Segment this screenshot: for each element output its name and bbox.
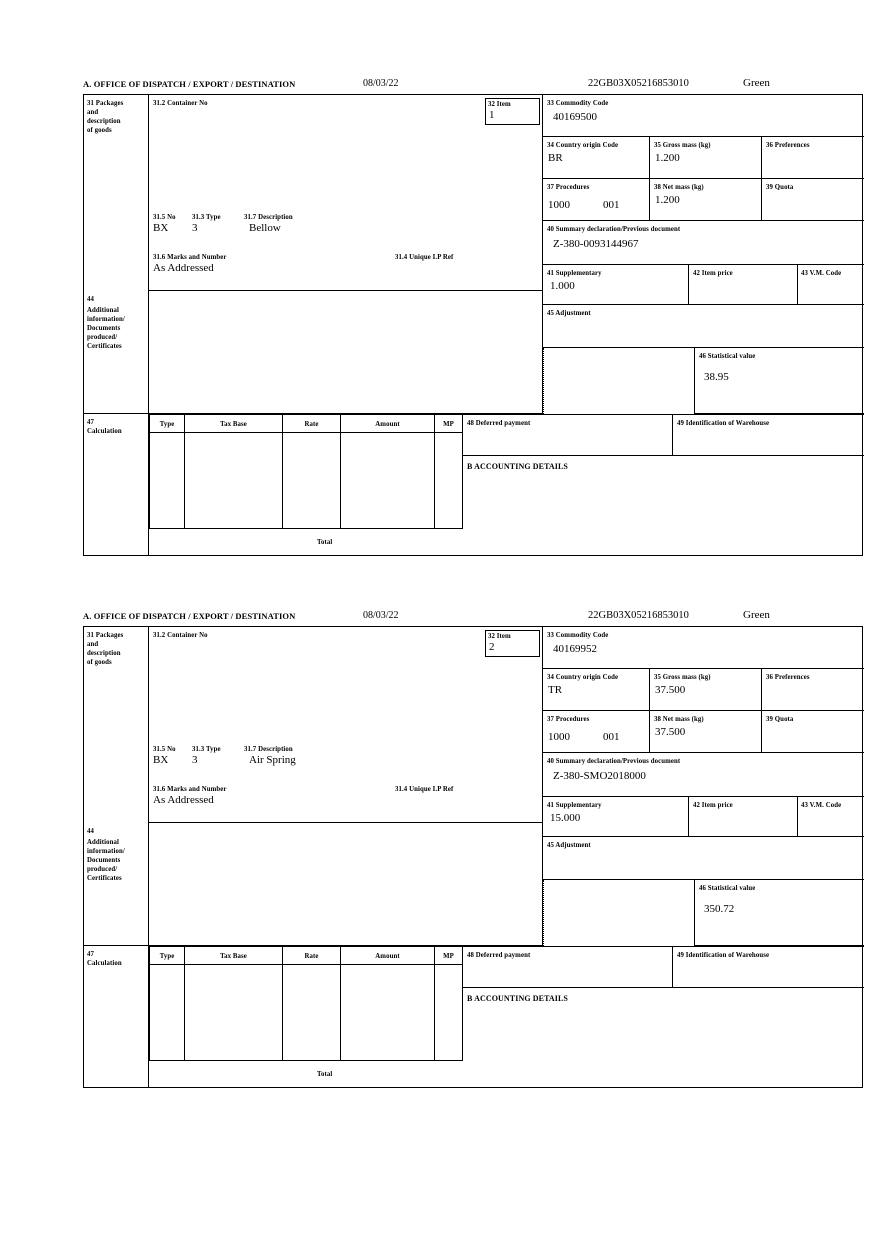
box-31-7-label: 31.7 Description: [244, 214, 293, 221]
box-38-net-mass: [650, 179, 762, 221]
box-44-label-line-2: Additional: [87, 839, 119, 846]
box-31-label-line-2: and: [87, 641, 99, 648]
box-34-label: 34 Country origin Code: [547, 142, 619, 149]
box-31-2-container-area: [149, 627, 543, 823]
box-35-gross-mass: [650, 137, 762, 179]
box-44-label-line-3: information/: [87, 316, 125, 323]
box-46-left-divider: [543, 880, 544, 946]
box-31-4-label: 31.4 Unique I.P Ref: [395, 254, 454, 261]
preferences-value: [762, 150, 864, 152]
box-34-country-origin: [543, 137, 650, 179]
box-37-procedures: [543, 179, 650, 221]
box-32-label: 32 Item: [488, 633, 511, 640]
box-43-vm-code: [798, 265, 864, 305]
box-31-4-label: 31.4 Unique I.P Ref: [395, 786, 454, 793]
box-31-label-line-3: description: [87, 650, 121, 657]
form-body: [83, 94, 863, 556]
box-43-vm-code: [798, 797, 864, 837]
box-49-label: 49 Identification of Warehouse: [677, 952, 770, 959]
package-type-value: 3: [192, 222, 198, 234]
box-44-additional-info: [84, 291, 149, 414]
box-47-label-line-2: Calculation: [87, 960, 122, 967]
box-44-label-line-1: 44: [87, 828, 94, 835]
calc-col-type: [149, 965, 185, 1061]
vm-code-value: [798, 278, 864, 280]
box-44-label-line-6: Certificates: [87, 875, 122, 882]
gross-mass-value: 1.200: [655, 152, 680, 164]
box-45-adjustment: [543, 305, 864, 348]
box-31-6-label: 31.6 Marks and Number: [153, 254, 227, 261]
box-44-content: [149, 823, 543, 946]
total-label: Total: [317, 539, 333, 546]
box-31-label-line-1: 31 Packages: [87, 100, 124, 107]
marks-and-number-value: As Addressed: [153, 262, 214, 274]
office-of-dispatch-label: A. OFFICE OF DISPATCH / EXPORT / DESTINATION: [83, 611, 296, 621]
box-31-7-label: 31.7 Description: [244, 746, 293, 753]
box-44-label-line-5: produced/: [87, 334, 118, 341]
net-mass-value: 1.200: [655, 194, 680, 206]
form-body: [83, 626, 863, 1088]
calc-header-tax-base: Tax Base: [185, 946, 283, 965]
box-39-label: 39 Quota: [766, 184, 794, 191]
accounting-details-section: [463, 456, 864, 555]
calc-col-tax-base: [185, 433, 283, 529]
package-type-value: 3: [192, 754, 198, 766]
movement-reference-number: 22GB03X05216853010: [588, 610, 689, 621]
procedure-code-value: 1000: [548, 199, 570, 211]
calc-col-mp: [435, 965, 463, 1061]
box-35-gross-mass: [650, 669, 762, 711]
preferences-value: [762, 682, 864, 684]
calc-col-rate: [283, 433, 341, 529]
box-37-procedures: [543, 711, 650, 753]
box-33-commodity-code: [543, 95, 864, 137]
box-42-label: 42 Item price: [693, 270, 733, 277]
office-of-dispatch-label: A. OFFICE OF DISPATCH / EXPORT / DESTINATION: [83, 79, 296, 89]
box-41-supplementary: [543, 797, 689, 837]
box-31-5-label: 31.5 No: [153, 214, 176, 221]
box-48-deferred-payment: [463, 414, 673, 456]
goods-description-value: Air Spring: [249, 754, 296, 766]
accounting-details-section: [463, 988, 864, 1087]
item-price-value: [689, 810, 797, 812]
box-48-deferred-payment: [463, 946, 673, 988]
quota-value: [762, 724, 864, 726]
warehouse-id-value: [673, 960, 864, 962]
declaration-date: 08/03/22: [363, 78, 399, 89]
box-47-label-line-2: Calculation: [87, 428, 122, 435]
additional-procedure-code-value: 001: [603, 199, 620, 211]
box-34-country-origin: [543, 669, 650, 711]
box-49-warehouse: [673, 414, 864, 456]
calc-col-rate: [283, 965, 341, 1061]
customs-declaration-form-1: [83, 78, 863, 556]
form-header: [83, 610, 863, 626]
accounting-details-value: [463, 1003, 864, 1007]
box-36-preferences: [762, 137, 864, 179]
box-31-label-line-2: and: [87, 109, 99, 116]
box-45-label: 45 Adjustment: [547, 310, 591, 317]
calc-header-mp: MP: [435, 414, 463, 433]
box-31-2-container-area: [149, 95, 543, 291]
box-36-preferences: [762, 669, 864, 711]
box-32-item: [485, 630, 540, 657]
box-31-3-label: 31.3 Type: [192, 746, 221, 753]
supplementary-units-value: 1.000: [550, 280, 575, 292]
commodity-code-value: 40169952: [553, 643, 597, 655]
box-31-label-line-4: of goods: [87, 127, 112, 134]
box-47-label-line-1: 47: [87, 951, 94, 958]
box-36-label: 36 Preferences: [766, 142, 810, 149]
calc-header-rate: Rate: [283, 946, 341, 965]
procedure-code-value: 1000: [548, 731, 570, 743]
calc-col-tax-base: [185, 965, 283, 1061]
box-31-label-line-3: description: [87, 118, 121, 125]
declaration-date: 08/03/22: [363, 610, 399, 621]
box-49-warehouse: [673, 946, 864, 988]
accounting-details-label: B ACCOUNTING DETAILS: [467, 462, 568, 471]
box-45-adjustment: [543, 837, 864, 880]
box-36-label: 36 Preferences: [766, 674, 810, 681]
marks-and-number-value: As Addressed: [153, 794, 214, 806]
box-46-left-divider: [543, 348, 544, 414]
box-40-label: 40 Summary declaration/Previous document: [547, 226, 681, 233]
box-46-label: 46 Statistical value: [699, 885, 756, 892]
box-44-label-line-3: information/: [87, 848, 125, 855]
box-37-label: 37 Procedures: [547, 184, 590, 191]
country-origin-value: TR: [548, 684, 563, 696]
box-45-label: 45 Adjustment: [547, 842, 591, 849]
calc-total-row: [149, 529, 463, 555]
box-44-label-line-4: Documents: [87, 857, 121, 864]
calc-header-type: Type: [149, 414, 185, 433]
calc-total-row: [149, 1061, 463, 1087]
box-31-6-label: 31.6 Marks and Number: [153, 786, 227, 793]
customs-declaration-form-2: [83, 610, 863, 1088]
accounting-details-value: [463, 471, 864, 475]
package-no-value: BX: [153, 222, 169, 234]
vm-code-value: [798, 810, 864, 812]
package-no-value: BX: [153, 754, 169, 766]
box-31-packages: [84, 95, 149, 291]
box-38-label: 38 Net mass (kg): [654, 716, 704, 723]
net-mass-value: 37.500: [655, 726, 686, 738]
box-31-3-label: 31.3 Type: [192, 214, 221, 221]
box-38-label: 38 Net mass (kg): [654, 184, 704, 191]
calc-header-rate: Rate: [283, 414, 341, 433]
form-header: [83, 78, 863, 94]
box-31-2-label: 31.2 Container No: [153, 100, 208, 107]
box-47-calculation: [84, 946, 149, 1087]
calc-col-amount: [341, 965, 435, 1061]
box-43-label: 43 V.M. Code: [801, 270, 842, 277]
calc-header-mp: MP: [435, 946, 463, 965]
box-31-2-label: 31.2 Container No: [153, 632, 208, 639]
box-39-label: 39 Quota: [766, 716, 794, 723]
previous-document-value: Z-380-SMO2018000: [553, 770, 646, 782]
box-44-label-line-1: 44: [87, 296, 94, 303]
item-number-value: 1: [489, 109, 495, 121]
box-31-packages: [84, 627, 149, 823]
box-40-previous-document: [543, 753, 864, 797]
warehouse-id-value: [673, 428, 864, 430]
box-48-label: 48 Deferred payment: [467, 952, 531, 959]
box-44-label-line-6: Certificates: [87, 343, 122, 350]
box-44-additional-info: [84, 823, 149, 946]
box-41-label: 41 Supplementary: [547, 802, 602, 809]
box-31-label-line-4: of goods: [87, 659, 112, 666]
calc-header-type: Type: [149, 946, 185, 965]
box-49-label: 49 Identification of Warehouse: [677, 420, 770, 427]
quota-value: [762, 192, 864, 194]
box-44-label-line-4: Documents: [87, 325, 121, 332]
item-price-value: [689, 278, 797, 280]
calculation-grid: [149, 946, 463, 1087]
box-42-label: 42 Item price: [693, 802, 733, 809]
box-39-quota: [762, 711, 864, 753]
box-35-label: 35 Gross mass (kg): [654, 674, 711, 681]
box-31-5-label: 31.5 No: [153, 746, 176, 753]
total-label: Total: [317, 1071, 333, 1078]
calc-col-amount: [341, 433, 435, 529]
item-number-value: 2: [489, 641, 495, 653]
box-46-statistical-value: [694, 348, 864, 414]
statistical-value-amount: 350.72: [704, 903, 735, 915]
calc-col-mp: [435, 433, 463, 529]
additional-procedure-code-value: 001: [603, 731, 620, 743]
box-33-commodity-code: [543, 627, 864, 669]
goods-description-value: Bellow: [249, 222, 281, 234]
box-33-label: 33 Commodity Code: [547, 100, 609, 107]
box-46-label: 46 Statistical value: [699, 353, 756, 360]
gross-mass-value: 37.500: [655, 684, 686, 696]
deferred-payment-value: [463, 960, 672, 962]
accounting-details-label: B ACCOUNTING DETAILS: [467, 994, 568, 1003]
clearance-lane: Green: [743, 609, 770, 621]
box-31-label-line-1: 31 Packages: [87, 632, 124, 639]
country-origin-value: BR: [548, 152, 563, 164]
box-47-label-line-1: 47: [87, 419, 94, 426]
box-34-label: 34 Country origin Code: [547, 674, 619, 681]
box-42-item-price: [689, 265, 798, 305]
box-37-label: 37 Procedures: [547, 716, 590, 723]
box-48-label: 48 Deferred payment: [467, 420, 531, 427]
box-47-calculation: [84, 414, 149, 555]
box-33-label: 33 Commodity Code: [547, 632, 609, 639]
statistical-value-amount: 38.95: [704, 371, 729, 383]
adjustment-value: [543, 850, 864, 852]
box-39-quota: [762, 179, 864, 221]
box-32-item: [485, 98, 540, 125]
commodity-code-value: 40169500: [553, 111, 597, 123]
calc-header-tax-base: Tax Base: [185, 414, 283, 433]
clearance-lane: Green: [743, 77, 770, 89]
deferred-payment-value: [463, 428, 672, 430]
box-44-content: [149, 291, 543, 414]
calc-header-amount: Amount: [341, 946, 435, 965]
adjustment-value: [543, 318, 864, 320]
box-41-supplementary: [543, 265, 689, 305]
box-38-net-mass: [650, 711, 762, 753]
supplementary-units-value: 15.000: [550, 812, 581, 824]
calculation-grid: [149, 414, 463, 555]
previous-document-value: Z-380-0093144967: [553, 238, 639, 250]
calc-col-type: [149, 433, 185, 529]
box-40-previous-document: [543, 221, 864, 265]
box-44-label-line-5: produced/: [87, 866, 118, 873]
calc-header-amount: Amount: [341, 414, 435, 433]
box-43-label: 43 V.M. Code: [801, 802, 842, 809]
box-32-label: 32 Item: [488, 101, 511, 108]
box-41-label: 41 Supplementary: [547, 270, 602, 277]
box-44-label-line-2: Additional: [87, 307, 119, 314]
box-46-statistical-value: [694, 880, 864, 946]
box-40-label: 40 Summary declaration/Previous document: [547, 758, 681, 765]
movement-reference-number: 22GB03X05216853010: [588, 78, 689, 89]
box-42-item-price: [689, 797, 798, 837]
box-35-label: 35 Gross mass (kg): [654, 142, 711, 149]
